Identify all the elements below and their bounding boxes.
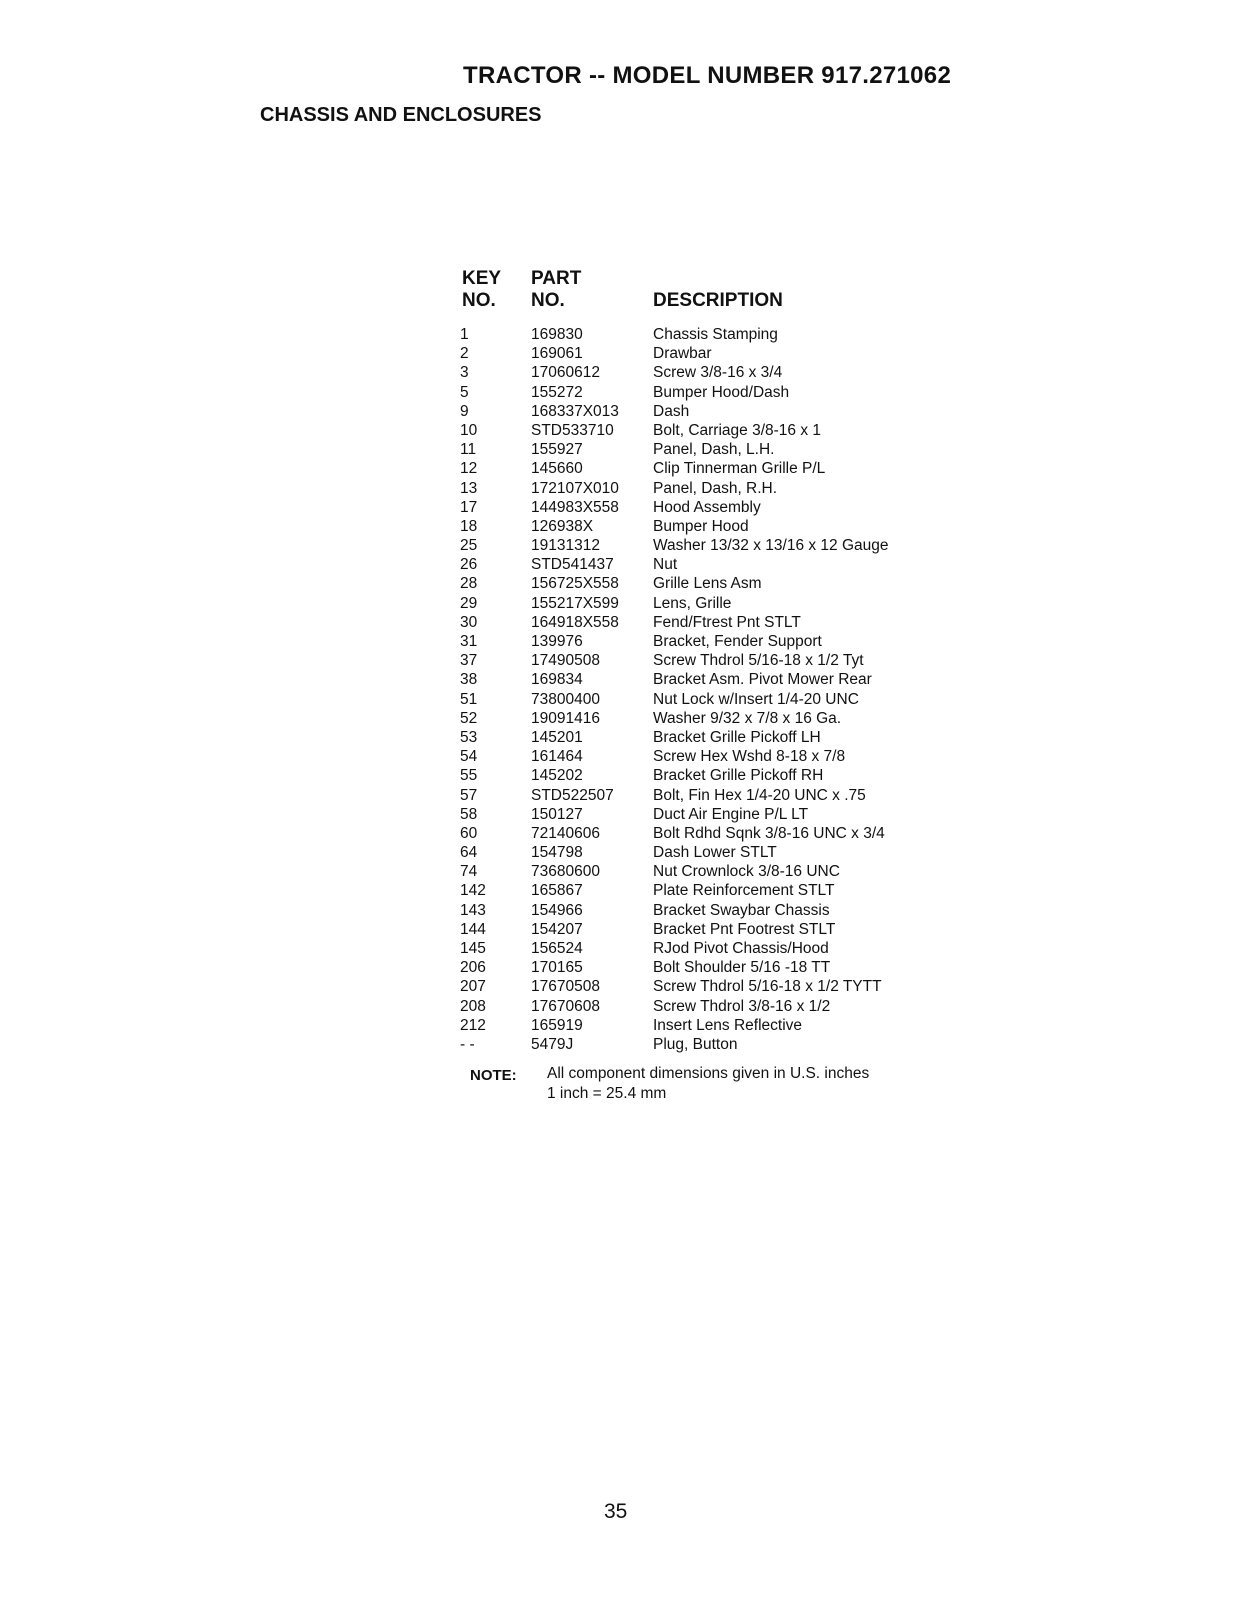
key-no-cell: 9	[460, 402, 469, 420]
key-no-cell: 25	[460, 537, 478, 555]
part-no-cell: 169834	[531, 671, 583, 689]
table-row	[460, 344, 980, 363]
description-cell: Bracket Asm. Pivot Mower Rear	[653, 671, 872, 689]
key-no-cell: 10	[460, 421, 478, 439]
part-no-cell: 145202	[531, 767, 583, 785]
description-cell: Nut	[653, 556, 678, 574]
part-no-cell: 19091416	[531, 709, 600, 727]
note-label: NOTE:	[470, 1067, 517, 1084]
table-row	[460, 363, 980, 382]
key-no-cell: 74	[460, 863, 478, 881]
table-row	[460, 862, 980, 881]
key-no-cell: 13	[460, 479, 478, 497]
parts-table	[460, 325, 980, 1054]
part-no-cell: 168337X013	[531, 402, 619, 420]
table-row	[460, 440, 980, 459]
part-no-cell: 154798	[531, 844, 583, 862]
description-cell: Screw Thdrol 5/16-18 x 1/2 Tyt	[653, 652, 864, 670]
part-no-cell: 155217X599	[531, 594, 619, 612]
table-row	[460, 958, 980, 977]
key-no-cell: 38	[460, 671, 478, 689]
table-row	[460, 709, 980, 728]
table-row	[460, 651, 980, 670]
part-no-cell: 155272	[531, 383, 583, 401]
part-no-cell: STD522507	[531, 786, 614, 804]
description-cell: Bracket Grille Pickoff LH	[653, 728, 821, 746]
description-cell: Clip Tinnerman Grille P/L	[653, 460, 826, 478]
description-cell: Fend/Ftrest Pnt STLT	[653, 613, 801, 631]
page-title: TRACTOR -- MODEL NUMBER 917.271062	[463, 62, 952, 89]
part-no-cell: 145660	[531, 460, 583, 478]
description-cell: Screw 3/8-16 x 3/4	[653, 364, 783, 382]
part-no-cell: 155927	[531, 441, 583, 459]
description-cell: Screw Thdrol 5/16-18 x 1/2 TYTT	[653, 978, 882, 996]
part-no-cell: 72140606	[531, 824, 600, 842]
key-no-cell: 212	[460, 1016, 486, 1034]
part-no-cell: 5479J	[531, 1035, 574, 1053]
note-line-2: 1 inch = 25.4 mm	[547, 1085, 667, 1102]
part-no-cell: 126938X	[531, 517, 594, 535]
key-no-cell: 18	[460, 517, 478, 535]
description-cell: Panel, Dash, R.H.	[653, 479, 778, 497]
table-row	[460, 881, 980, 900]
description-cell: Drawbar	[653, 345, 712, 363]
table-row	[460, 517, 980, 536]
description-cell: Bracket, Fender Support	[653, 633, 822, 650]
key-no-cell: 54	[460, 748, 478, 766]
key-no-cell: 58	[460, 805, 478, 823]
key-no-cell: 29	[460, 594, 478, 612]
table-row	[460, 728, 980, 747]
part-no-cell: 170165	[531, 959, 583, 977]
key-no-cell: 51	[460, 690, 478, 708]
description-cell: Panel, Dash, L.H.	[653, 441, 775, 459]
key-no-cell: 57	[460, 786, 478, 804]
key-no-cell: 1	[460, 326, 469, 343]
key-no-cell: 52	[460, 709, 478, 727]
key-no-cell: 207	[460, 978, 486, 996]
table-row	[460, 613, 980, 632]
part-no-cell: 156524	[531, 940, 583, 957]
part-no-cell: 17670508	[531, 978, 600, 996]
key-no-cell: 11	[460, 441, 477, 459]
key-no-cell: 208	[460, 997, 486, 1015]
table-row	[460, 977, 980, 996]
table-row	[460, 594, 980, 613]
part-no-cell: 150127	[531, 805, 583, 823]
description-cell: Insert Lens Reflective	[653, 1016, 803, 1034]
header-key-line1: KEY	[462, 268, 502, 289]
table-row	[460, 843, 980, 862]
header-key-no	[462, 268, 501, 312]
description-cell: Grille Lens Asm	[653, 575, 762, 593]
part-no-cell: 73680600	[531, 863, 600, 881]
description-cell: Duct Air Engine P/L LT	[653, 805, 809, 823]
key-no-cell: 142	[460, 882, 486, 900]
table-row	[460, 786, 980, 805]
description-cell: Bolt Shoulder 5/16 -18 TT	[653, 959, 831, 977]
key-no-cell: 145	[460, 940, 486, 957]
description-cell: Bolt, Fin Hex 1/4-20 UNC x .75	[653, 786, 866, 804]
description-cell: Bracket Pnt Footrest STLT	[653, 920, 836, 938]
table-row	[460, 766, 980, 785]
key-no-cell: 3	[460, 364, 469, 382]
description-cell: RJod Pivot Chassis/Hood	[653, 940, 829, 957]
part-no-cell: 145201	[531, 728, 583, 746]
part-no-cell: STD533710	[531, 421, 614, 439]
key-no-cell: - -	[460, 1035, 475, 1053]
part-no-cell: 139976	[531, 633, 583, 650]
part-no-cell: 156725X558	[531, 575, 619, 593]
description-cell: Screw Hex Wshd 8-18 x 7/8	[653, 748, 846, 766]
table-row	[460, 325, 980, 344]
part-no-cell: 169830	[531, 326, 583, 343]
description-cell: Bolt, Carriage 3/8-16 x 1	[653, 421, 822, 439]
part-no-cell: 73800400	[531, 690, 600, 708]
key-no-cell: 37	[460, 652, 478, 670]
table-row	[460, 536, 980, 555]
description-cell: Lens, Grille	[653, 594, 732, 612]
part-no-cell: 154966	[531, 901, 583, 919]
table-row	[460, 690, 980, 709]
key-no-cell: 28	[460, 575, 478, 593]
description-cell: Nut Lock w/Insert 1/4-20 UNC	[653, 690, 859, 708]
header-key-line2: NO.	[462, 290, 496, 311]
description-cell: Washer 13/32 x 13/16 x 12 Gauge	[653, 537, 889, 555]
description-cell: Dash Lower STLT	[653, 844, 777, 862]
table-row	[460, 402, 980, 421]
table-row	[460, 670, 980, 689]
part-no-cell: 19131312	[531, 537, 600, 555]
part-no-cell: 165867	[531, 882, 583, 900]
description-cell: Hood Assembly	[653, 498, 761, 516]
section-subtitle: CHASSIS AND ENCLOSURES	[260, 104, 542, 126]
part-no-cell: STD541437	[531, 556, 614, 574]
description-cell: Bumper Hood/Dash	[653, 383, 790, 401]
table-row	[460, 383, 980, 402]
description-cell: Nut Crownlock 3/8-16 UNC	[653, 863, 840, 881]
table-row	[460, 805, 980, 824]
part-no-cell: 154207	[531, 920, 583, 938]
part-no-cell: 17670608	[531, 997, 600, 1015]
key-no-cell: 12	[460, 460, 478, 478]
description-cell: Bumper Hood	[653, 517, 749, 535]
description-cell: Washer 9/32 x 7/8 x 16 Ga.	[653, 709, 842, 727]
key-no-cell: 2	[460, 345, 469, 363]
table-row	[460, 920, 980, 939]
key-no-cell: 60	[460, 824, 478, 842]
part-no-cell: 165919	[531, 1016, 583, 1034]
key-no-cell: 5	[460, 383, 469, 401]
description-cell: Bracket Grille Pickoff RH	[653, 767, 824, 785]
note-line-1: All component dimensions given in U.S. inches	[547, 1065, 870, 1082]
key-no-cell: 206	[460, 959, 486, 977]
table-row	[460, 479, 980, 498]
key-no-cell: 17	[460, 498, 478, 516]
key-no-cell: 26	[460, 556, 478, 574]
header-part-line2: NO.	[531, 290, 565, 311]
header-part-no	[531, 268, 581, 312]
page-number: 35	[604, 1500, 628, 1523]
table-row	[460, 459, 980, 478]
table-row	[460, 747, 980, 766]
part-no-cell: 172107X010	[531, 479, 619, 497]
key-no-cell: 144	[460, 920, 486, 938]
description-cell: Chassis Stamping	[653, 326, 778, 343]
part-no-cell: 144983X558	[531, 498, 619, 516]
table-row	[460, 555, 980, 574]
part-no-cell: 17490508	[531, 652, 600, 670]
key-no-cell: 64	[460, 844, 478, 862]
description-cell: Plate Reinforcement STLT	[653, 882, 835, 900]
key-no-cell: 55	[460, 767, 478, 785]
table-row	[460, 421, 980, 440]
table-row	[460, 632, 980, 651]
key-no-cell: 143	[460, 901, 486, 919]
table-row	[460, 901, 980, 920]
description-cell: Dash	[653, 402, 690, 420]
part-no-cell: 161464	[531, 748, 583, 766]
part-no-cell: 17060612	[531, 364, 600, 382]
table-row	[460, 1035, 980, 1054]
key-no-cell: 31	[460, 633, 478, 650]
key-no-cell: 53	[460, 728, 478, 746]
table-row	[460, 574, 980, 593]
table-row	[460, 1016, 980, 1035]
header-part-line1: PART	[531, 268, 582, 289]
part-no-cell: 164918X558	[531, 613, 619, 631]
table-row	[460, 997, 980, 1016]
table-row	[460, 939, 980, 958]
description-cell: Plug, Button	[653, 1035, 738, 1053]
table-row	[460, 824, 980, 843]
part-no-cell: 169061	[531, 345, 583, 363]
description-cell: Bracket Swaybar Chassis	[653, 901, 830, 919]
header-description: DESCRIPTION	[653, 290, 783, 311]
key-no-cell: 30	[460, 613, 478, 631]
description-cell: Screw Thdrol 3/8-16 x 1/2	[653, 997, 831, 1015]
table-row	[460, 498, 980, 517]
description-cell: Bolt Rdhd Sqnk 3/8-16 UNC x 3/4	[653, 824, 885, 842]
